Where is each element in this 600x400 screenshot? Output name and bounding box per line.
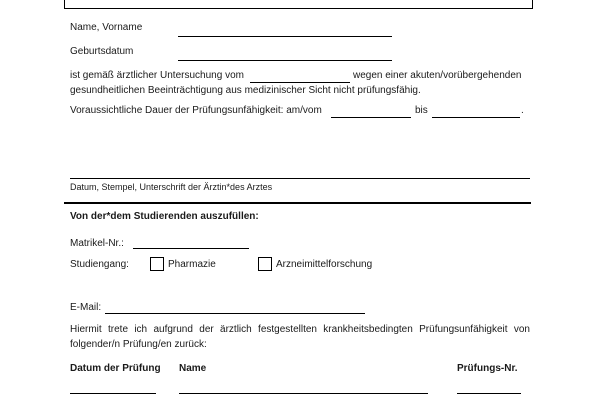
signature-label: Datum, Stempel, Unterschrift der Ärztin*des Arztes xyxy=(70,182,273,192)
until-label: bis xyxy=(415,105,428,116)
top-frame xyxy=(64,0,533,9)
duration-end-dot: . xyxy=(521,105,524,116)
student-heading: Von der*dem Studierenden auszufüllen: xyxy=(70,211,259,222)
birth-field[interactable] xyxy=(178,60,392,61)
matrikel-label: Matrikel-Nr.: xyxy=(70,238,124,249)
name-field[interactable] xyxy=(178,36,392,37)
exam-text-line2: gesundheitlichen Beeinträchtigung aus medizinischer Sicht nicht prüfungsfähig. xyxy=(70,85,421,96)
duration-end-field[interactable] xyxy=(432,117,520,118)
table-row-name-field[interactable] xyxy=(179,393,428,394)
exam-date-field[interactable] xyxy=(250,82,350,83)
section-divider xyxy=(64,202,531,204)
studiengang-label: Studiengang: xyxy=(70,259,129,270)
name-label: Name, Vorname xyxy=(70,22,143,33)
birth-label: Geburtsdatum xyxy=(70,46,134,57)
duration-start-field[interactable] xyxy=(331,117,411,118)
table-row-number-field[interactable] xyxy=(457,393,521,394)
matrikel-field[interactable] xyxy=(133,248,249,249)
withdraw-line1: Hiermit trete ich aufgrund der ärztlich festgestellten krankheitsbedingten Prüfungsunfähigkeit von xyxy=(70,324,530,335)
exam-text-pre: ist gemäß ärztlicher Untersuchung vom xyxy=(70,70,244,81)
withdraw-line2: folgender/n Prüfung/en zurück: xyxy=(70,339,207,350)
email-label: E-Mail: xyxy=(70,302,102,313)
table-row-date-field[interactable] xyxy=(70,393,156,394)
arzneimittelforschung-label: Arzneimittelforschung xyxy=(276,259,373,270)
pharmazie-label: Pharmazie xyxy=(168,259,216,270)
table-header-number: Prüfungs-Nr. xyxy=(457,363,518,374)
table-header-name: Name xyxy=(179,363,207,374)
table-header-date: Datum der Prüfung xyxy=(70,363,161,374)
duration-label: Voraussichtliche Dauer der Prüfungsunfähigkeit: am/vom xyxy=(70,105,322,116)
exam-text-post: wegen einer akuten/vorübergehenden xyxy=(353,70,522,81)
arzneimittelforschung-checkbox[interactable] xyxy=(258,257,272,271)
email-field[interactable] xyxy=(105,313,365,314)
signature-line[interactable] xyxy=(70,178,530,179)
pharmazie-checkbox[interactable] xyxy=(150,257,164,271)
